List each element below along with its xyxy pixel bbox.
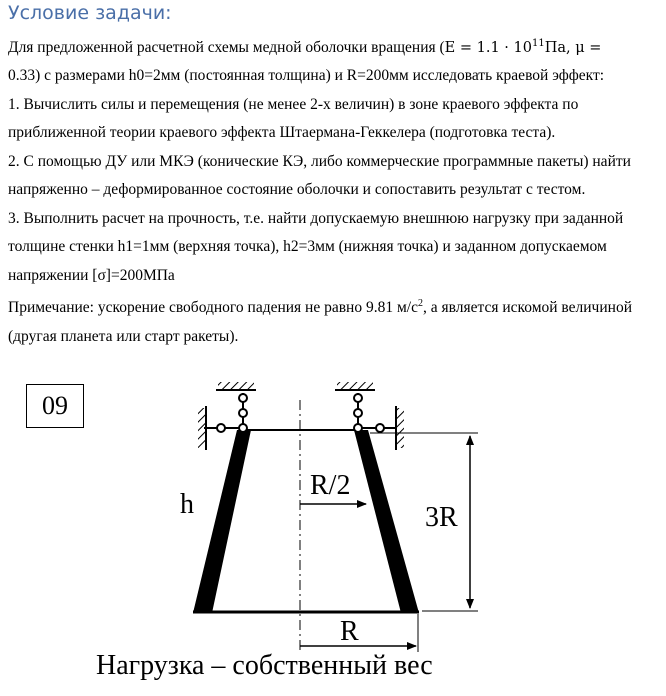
label-r: R (340, 616, 359, 647)
label-h: h (180, 489, 194, 520)
item-2: 2. С помощью ДУ или МКЭ (конические КЭ, либо коммерческие программные пакеты) найти напряженно – деформированное состояние оболочки и сопоставить результат с тестом. (8, 152, 631, 199)
right-shell-wall (354, 430, 419, 613)
intro-line-2: 0.33) с размерами h0=2мм (постоянная толщина) и R=200мм исследовать краевой эффект: (8, 67, 605, 85)
load-caption: Нагрузка – собственный вес (96, 650, 433, 681)
note-paragraph: Примечание: ускорение свободного падения не равно 9.81 $м/с^2$, а является искомой величиной (другая планета или старт ракеты). (8, 298, 632, 345)
variant-number-box: 09 (26, 384, 84, 428)
intro-text: Для предложенной расчетной схемы медной оболочки вращения ( (8, 38, 445, 56)
label-r2: R/2 (310, 470, 351, 501)
item-3: 3. Выполнить расчет на прочность, т.е. найти допускаемую внешнюю нагрузку при заданной толщине стенки h1=1мм (верхняя точка), h2=3мм (нижняя точка) и заданном допускаемом напряжении [σ]=200МПа (8, 209, 624, 284)
task-heading: Условие задачи: (8, 2, 172, 24)
label-3r: 3R (425, 502, 458, 533)
item-1: 1. Вычислить силы и перемещения (не менее 2-х величин) в зоне краевого эффекта по приближенной теории краевого эффекта Штаермана-Геккелера (подготовка теста). (8, 95, 579, 142)
intro-formula: $E = 1.1 \cdot 10^{11}Па$, μ = (444, 38, 602, 56)
